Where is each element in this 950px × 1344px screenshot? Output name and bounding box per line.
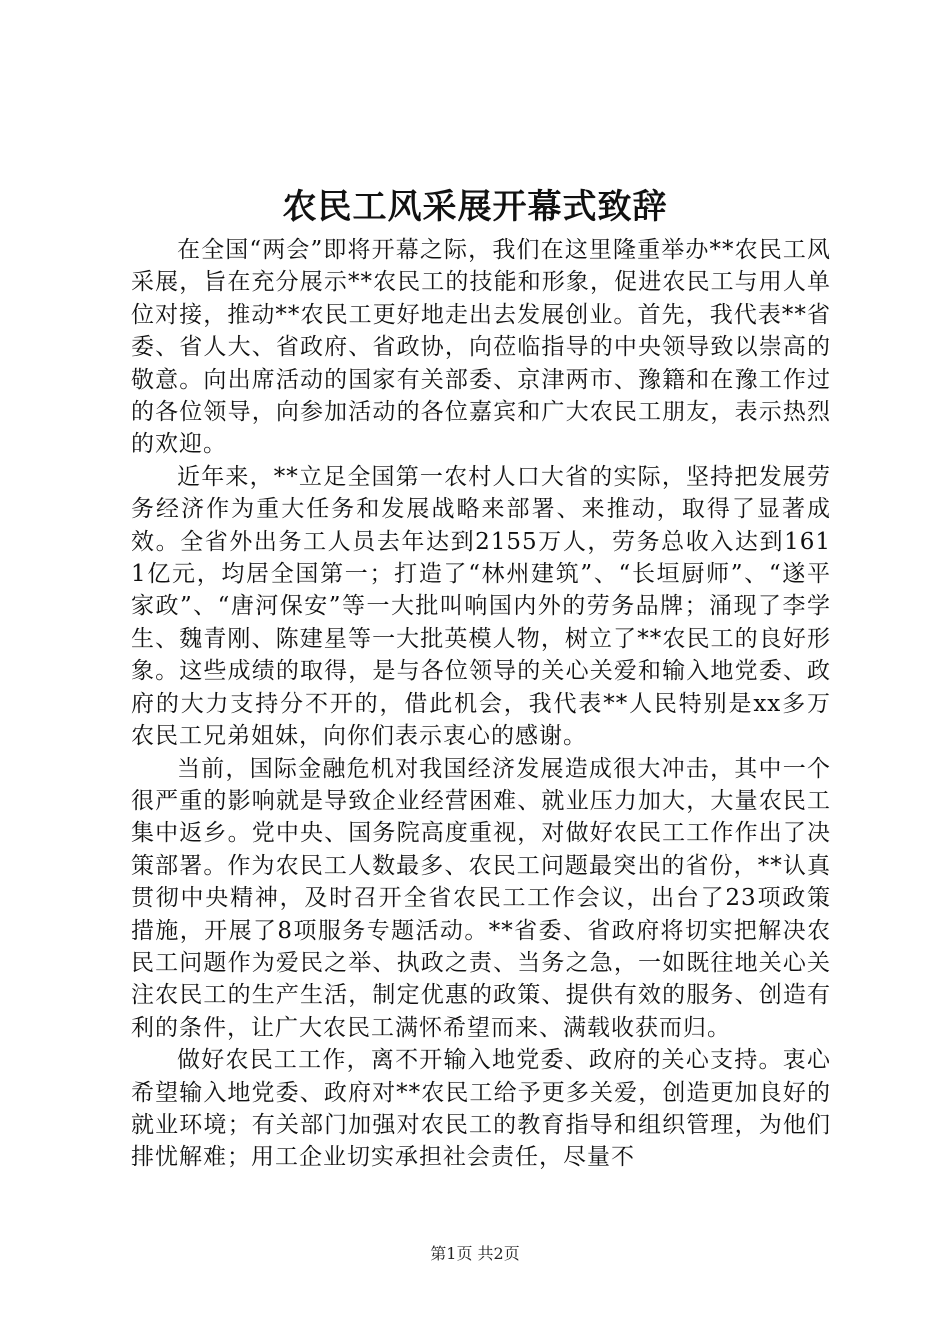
paragraph-3: 当前，国际金融危机对我国经济发展造成很大冲击，其中一个很严重的影响就是导致企业经营困难、就业压力加大，大量农民工集中返乡。党中央、国务院高度重视，对做好农民工工作作出了决策部署。作为农民工人数最多、农民工问题最突出的省份，**认真贯彻中央精神，及时召开全省农民工工作会议，出台了23项政策措施，开展了8项服务专题活动。**省委、省政府将切实把解决农民工问题作为爱民之举、执政之责、当务之急，一如既往地关心关注农民工的生产生活，制定优惠的政策、提供有效的服务、创造有利的条件，让广大农民工满怀希望而来、满载收获而归。	[131, 755, 831, 1041]
paragraph-1: 在全国“两会”即将开幕之际，我们在这里隆重举办**农民工风采展，旨在充分展示**农民工的技能和形象，促进农民工与用人单位对接，推动**农民工更好地走出去发展创业。首先，我代表**省委、省人大、省政府、省政协，向莅临指导的中央领导致以崇高的敬意。向出席活动的国家有关部委、京津两市、豫籍和在豫工作过的各位领导，向参加活动的各位嘉宾和广大农民工朋友，表示热烈的欢迎。	[131, 237, 831, 458]
document-body	[131, 234, 831, 1174]
paragraph-2: 近年来，**立足全国第一农村人口大省的实际，坚持把发展劳务经济作为重大任务和发展战略来部署、来推动，取得了显著成效。全省外出务工人员去年达到2155万人，劳务总收入达到1611亿元，均居全国第一；打造了“林州建筑”、“长垣厨师”、“遂平家政”、“唐河保安”等一大批叫响国内外的劳务品牌；涌现了李学生、魏青刚、陈建星等一大批英模人物，树立了**农民工的良好形象。这些成绩的取得，是与各位领导的关心关爱和输入地党委、政府的大力支持分不开的，借此机会，我代表**人民特别是xx多万农民工兄弟姐妹，向你们表示衷心的感谢。	[131, 463, 831, 750]
page-number-footer: 第1页 共2页	[430, 1244, 520, 1263]
paragraph-4: 做好农民工工作，离不开输入地党委、政府的关心支持。衷心希望输入地党委、政府对**农民工给予更多关爱，创造更加良好的就业环境；有关部门加强对农民工的教育指导和组织管理，为他们排忧解难；用工企业切实承担社会责任，尽量不	[131, 1047, 831, 1171]
document-title: 农民工风采展开幕式致辞	[282, 187, 668, 227]
